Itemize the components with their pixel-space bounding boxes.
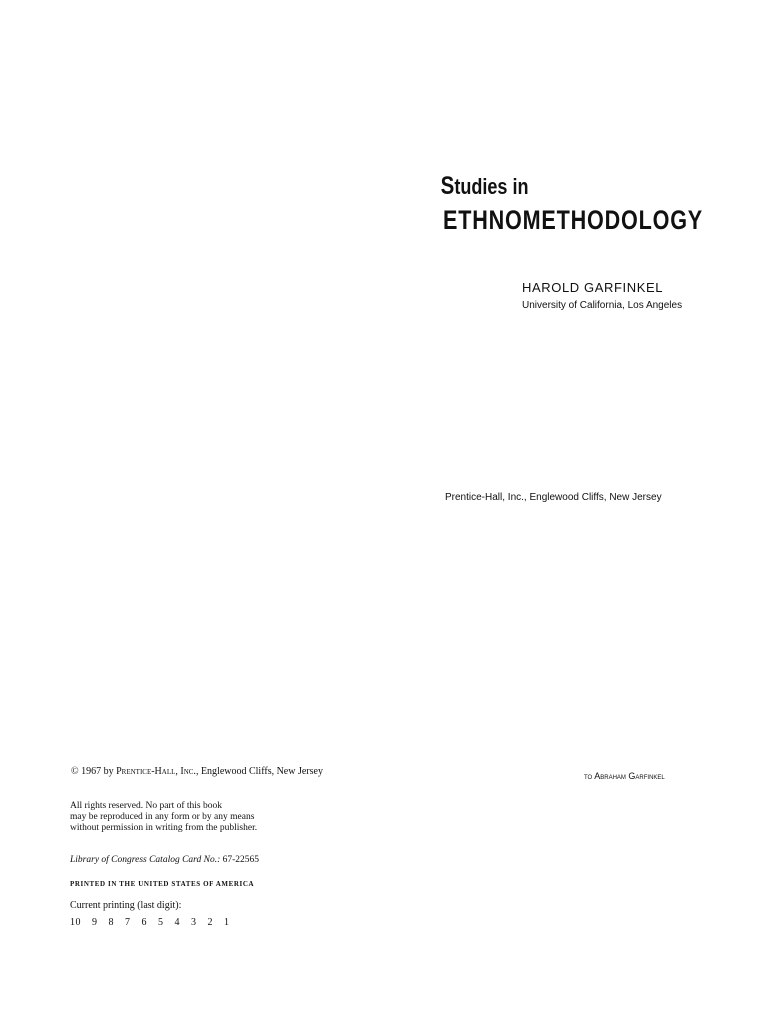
dedication: to Abraham Garfinkel (584, 771, 665, 781)
current-printing-label: Current printing (last digit): (70, 900, 182, 911)
copyright-firm: Prentice-Hall, Inc. (116, 766, 196, 777)
copyright-place: , Englewood Cliffs, New Jersey (195, 766, 323, 777)
lccn-number: 67-22565 (220, 855, 260, 865)
lccn-label: Library of Congress Catalog Card No.: (70, 855, 221, 865)
printed-in-notice: PRINTED IN THE UNITED STATES OF AMERICA (70, 880, 255, 888)
rights-line: without permission in writing from the publisher. (70, 823, 258, 833)
lccn (70, 855, 259, 865)
rights-statement (70, 801, 257, 834)
rights-line: may be reproduced in any form or by any means (70, 812, 255, 822)
publisher-imprint: Prentice-Hall, Inc., Englewood Cliffs, New Jersey (445, 492, 662, 503)
printing-digits: 10 9 8 7 6 5 4 3 2 1 (70, 917, 230, 928)
rights-line: All rights reserved. No part of this book (70, 801, 222, 811)
title-line1-rest: tudies in (454, 174, 529, 199)
copyright-prefix: © 1967 by (71, 766, 117, 777)
author-name: HAROLD GARFINKEL (522, 280, 664, 295)
book-title-line1 (441, 172, 529, 201)
book-title-line2: ETHNOMETHODOLOGY (443, 205, 703, 235)
author-affiliation: University of California, Los Angeles (522, 300, 683, 311)
copyright-notice (71, 766, 323, 777)
title-initial: S (440, 172, 455, 200)
